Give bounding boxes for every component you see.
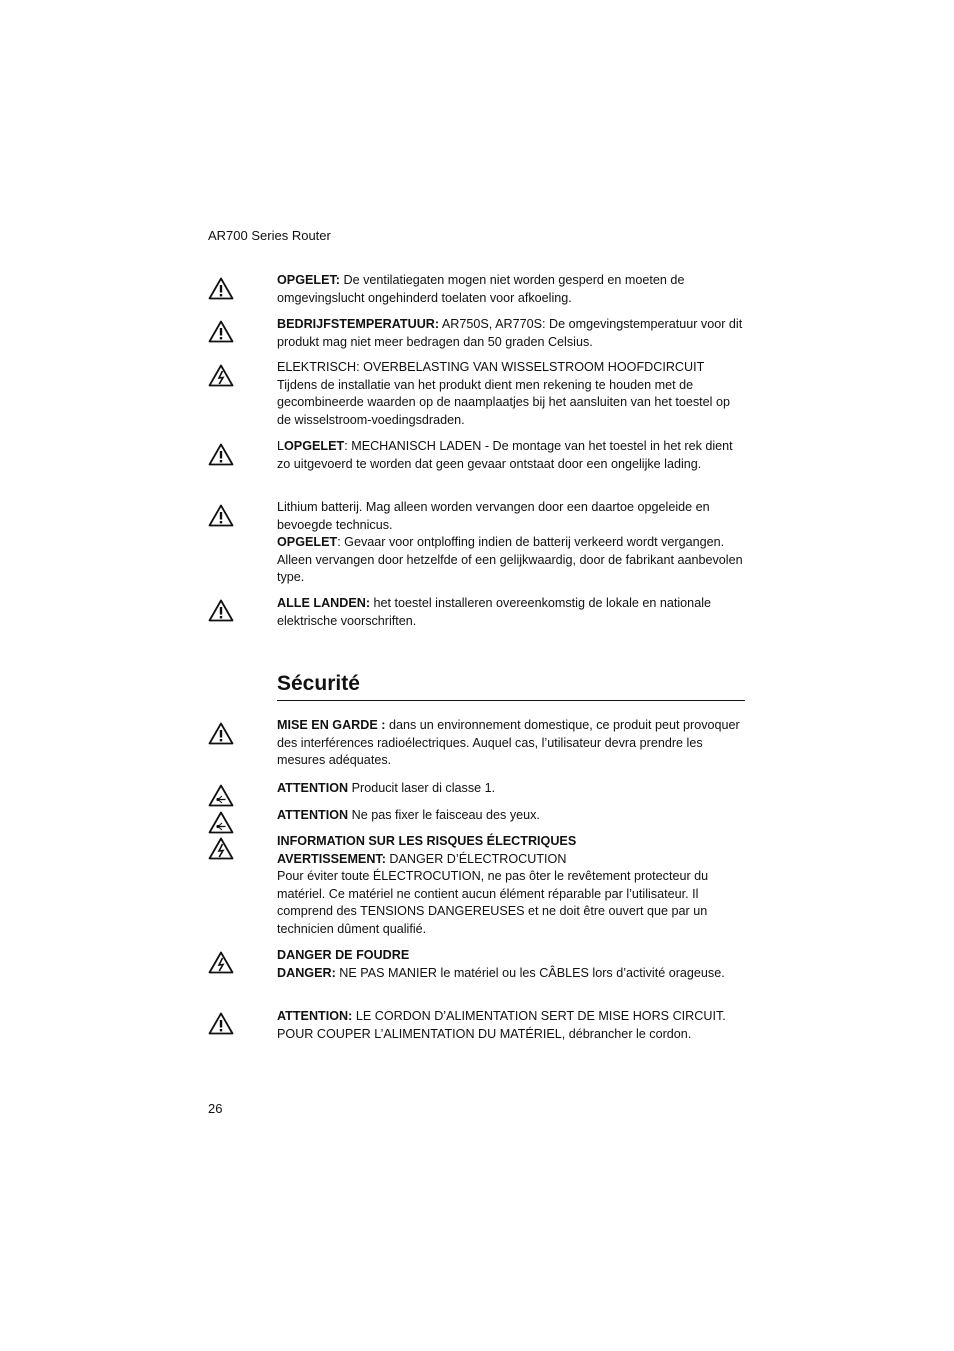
- warning-exclamation-icon: [208, 1012, 234, 1035]
- warning-entry: [277, 717, 745, 770]
- warning-label: AVERTISSEMENT:: [277, 851, 386, 866]
- warning-entry: [277, 1008, 745, 1043]
- warning-text: Producit laser di classe 1.: [348, 781, 496, 795]
- warning-entry: [277, 316, 745, 351]
- warning-prefix: L: [277, 439, 285, 453]
- warning-text: NE PAS MANIER le matériel ou les CÂBLES lors d’activité orageuse.: [335, 965, 725, 980]
- electrical-hazard-icon: [208, 837, 234, 860]
- warning-label: ATTENTION:: [277, 1009, 353, 1023]
- warning-entry: [277, 499, 745, 587]
- warning-entry: [277, 272, 745, 307]
- warning-intro: Lithium batterij. Mag alleen worden vervangen door een daartoe opgeleide en bevoegde technicus.: [277, 500, 710, 532]
- warning-exclamation-icon: [208, 277, 234, 300]
- warning-heading: INFORMATION SUR LES RISQUES ÉLECTRIQUES: [277, 834, 577, 848]
- warning-label: MISE EN GARDE :: [277, 718, 386, 732]
- warning-entry: [277, 359, 745, 429]
- warning-text: het toestel installeren overeenkomstig de lokale en nationale elektrische voorschriften.: [277, 596, 711, 628]
- electrical-hazard-icon: [208, 364, 234, 387]
- warning-label: OPGELET: [277, 535, 338, 550]
- warning-label: OPGELET:: [277, 273, 340, 287]
- warning-label: ALLE LANDEN:: [277, 596, 371, 610]
- warning-entry: [277, 947, 745, 982]
- warning-label-text: DANGER D’ÉLECTROCUTION: [385, 851, 567, 866]
- warning-text: De ventilatiegaten mogen niet worden gesperd en moeten de omgevingslucht ongehinderd toelaten voor afkoeling.: [277, 273, 685, 305]
- warning-text: Ne pas fixer le faisceau des yeux.: [348, 808, 540, 822]
- warning-text: dans un environnement domestique, ce produit peut provoquer des interférences radioélectriques. Auquel cas, l’utilisateur devra prendre les mesures adéquates.: [277, 718, 740, 768]
- warning-text: : Gevaar voor ontploffing indien de batterij verkeerd wordt vergangen. Alleen vervangen door hetzelfde of een gelijkwaardig, door de fabrikant aanbevolen type.: [277, 535, 743, 585]
- section-title: Sécurité: [277, 672, 745, 701]
- warning-entry: [277, 780, 745, 798]
- warning-exclamation-icon: [208, 599, 234, 622]
- running-header: AR700 Series Router: [208, 228, 331, 243]
- warning-label: ATTENTION: [277, 781, 349, 795]
- warning-text: LE CORDON D’ALIMENTATION SERT DE MISE HORS CIRCUIT. POUR COUPER L’ALIMENTATION DU MATÉRIEL, débrancher le cordon.: [277, 1009, 726, 1041]
- laser-warning-icon: [208, 784, 234, 807]
- warning-exclamation-icon: [208, 722, 234, 745]
- warning-entry: [277, 807, 745, 825]
- warning-exclamation-icon: [208, 504, 234, 527]
- warning-heading: ELEKTRISCH: OVERBELASTING VAN WISSELSTROOM HOOFDCIRCUIT: [277, 360, 705, 374]
- warning-entry: [277, 833, 745, 939]
- laser-warning-icon: [208, 811, 234, 834]
- warning-label: OPGELET: [284, 439, 345, 453]
- warning-heading: DANGER DE FOUDRE: [277, 948, 410, 962]
- warning-exclamation-icon: [208, 320, 234, 343]
- page-number: 26: [208, 1101, 223, 1116]
- warning-label: ATTENTION: [277, 808, 349, 822]
- warning-text: Pour éviter toute ÉLECTROCUTION, ne pas ôter le revêtement protecteur du matériel. Ce matériel ne contient aucun élément réparable par l’utilisateur. Il comprend des TENSIONS DANGEREUSES et ne doit être ouvert que par un technicien dûment qualifié.: [277, 869, 709, 936]
- electrical-hazard-icon: [208, 951, 234, 974]
- warning-text: : MECHANISCH LADEN - De montage van het toestel in het rek dient zo uitgevoerd te worden dat geen gevaar ontstaat door een ongelijke lading.: [277, 439, 733, 471]
- warning-exclamation-icon: [208, 443, 234, 466]
- warning-text: AR750S, AR770S: De omgevingstemperatuur voor dit produkt mag niet meer bedragen dan 50 graden Celsius.: [277, 317, 743, 349]
- warning-label: BEDRIJFSTEMPERATUUR:: [277, 317, 440, 331]
- warning-label: DANGER:: [277, 965, 336, 980]
- warning-entry: [277, 595, 745, 630]
- warning-text: Tijdens de installatie van het produkt dient men rekening te houden met de gecombineerde waarden op de naamplaatjes bij het aansluiten van het toestel op de wisselstroom-voedingsdraden.: [277, 377, 730, 427]
- warning-entry: [277, 438, 745, 473]
